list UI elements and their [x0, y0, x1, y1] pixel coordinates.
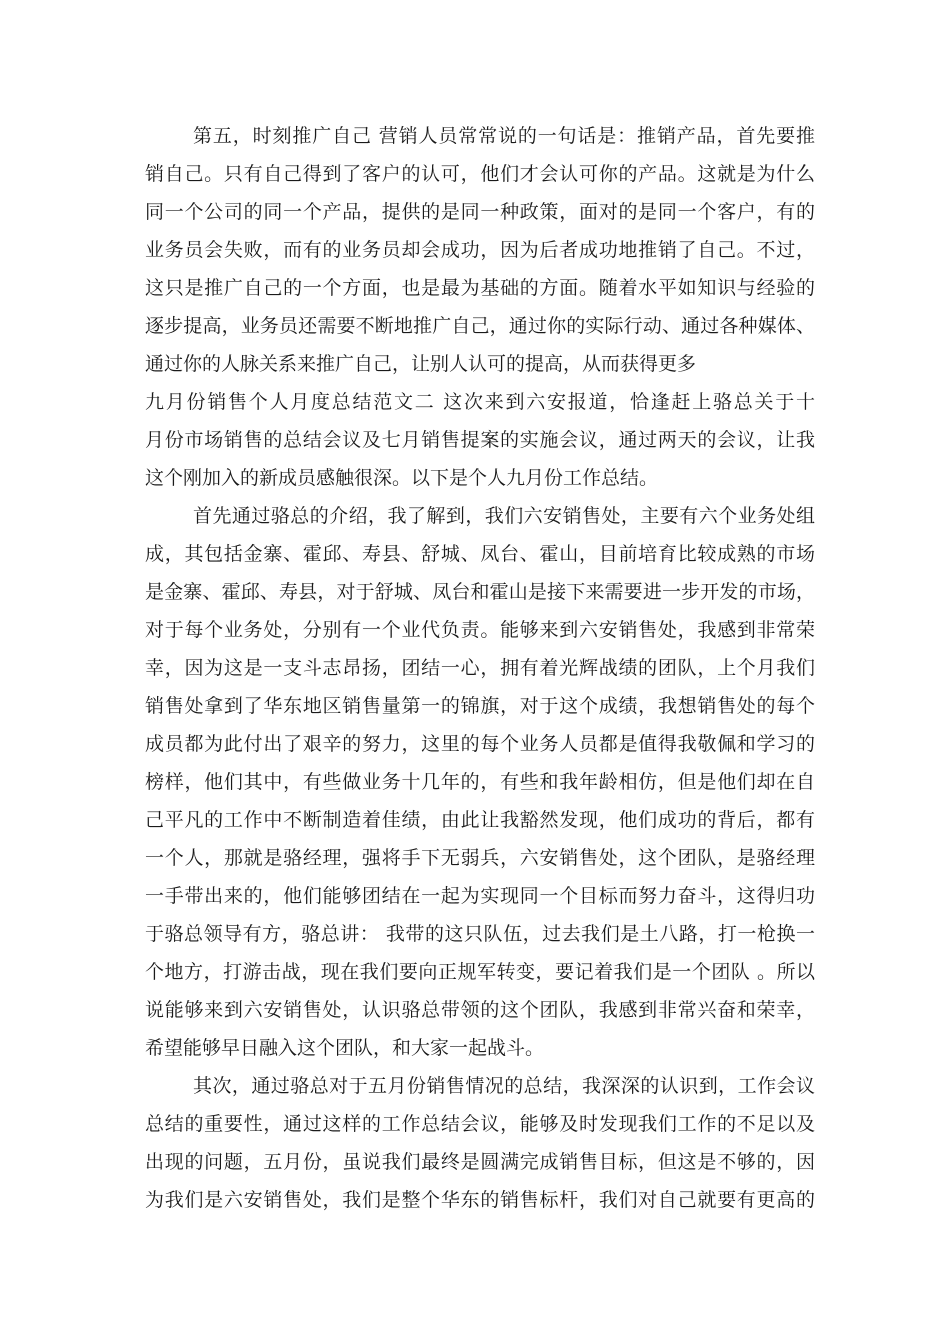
text-line: 个地方，打游击战，现在我们要向正规军转变，要记着我们是一个团队 。所以	[145, 961, 815, 983]
text-line: 一手带出来的，他们能够团结在一起为实现同一个目标而努力奋斗，这得归功	[145, 885, 815, 907]
text-line: 月份市场销售的总结会议及七月销售提案的实施会议，通过两天的会议，让我	[145, 429, 815, 451]
text-line: 榜样，他们其中，有些做业务十几年的，有些和我年龄相仿，但是他们却在自	[145, 771, 815, 793]
text-line: 首先通过骆总的介绍，我了解到，我们六安销售处，主要有六个业务处组	[193, 505, 815, 527]
text-line: 为我们是六安销售处，我们是整个华东的销售标杆，我们对自己就要有更高的	[145, 1189, 815, 1211]
text-line: 说能够来到六安销售处，认识骆总带领的这个团队，我感到非常兴奋和荣幸，	[145, 999, 815, 1021]
text-line: 成员都为此付出了艰辛的努力，这里的每个业务人员都是值得我敬佩和学习的	[145, 733, 815, 755]
text-line: 其次，通过骆总对于五月份销售情况的总结，我深深的认识到，工作会议	[193, 1075, 815, 1097]
text-line: 这个刚加入的新成员感触很深。以下是个人九月份工作总结。	[145, 467, 659, 489]
text-line: 逐步提高，业务员还需要不断地推广自己，通过你的实际行动、通过各种媒体、	[145, 315, 815, 337]
text-line: 出现的问题，五月份，虽说我们最终是圆满完成销售目标，但这是不够的，因	[145, 1151, 815, 1173]
text-line: 幸，因为这是一支斗志昂扬，团结一心，拥有着光辉战绩的团队，上个月我们	[145, 657, 815, 679]
section-heading-line: 九月份销售个人月度总结范文二 这次来到六安报道，恰逢赶上骆总关于十	[145, 391, 815, 413]
text-line: 销自己。只有自己得到了客户的认可，他们才会认可你的产品。这就是为什么	[145, 163, 815, 185]
text-line: 希望能够早日融入这个团队，和大家一起战斗。	[145, 1037, 545, 1059]
text-line: 对于每个业务处，分别有一个业代负责。能够来到六安销售处，我感到非常荣	[145, 619, 815, 641]
text-line: 是金寨、霍邱、寿县，对于舒城、凤台和霍山是接下来需要进一步开发的市场，	[145, 581, 815, 603]
text-line: 业务员会失败，而有的业务员却会成功，因为后者成功地推销了自己。不过，	[145, 239, 815, 261]
text-line: 成，其包括金寨、霍邱、寿县、舒城、凤台、霍山，目前培育比较成熟的市场	[145, 543, 815, 565]
text-line: 销售处拿到了华东地区销售量第一的锦旗，对于这个成绩，我想销售处的每个	[145, 695, 815, 717]
text-line: 同一个公司的同一个产品，提供的是同一种政策，面对的是同一个客户，有的	[145, 201, 815, 223]
text-line: 通过你的人脉关系来推广自己，让别人认可的提高，从而获得更多	[145, 353, 697, 375]
text-line: 一个人，那就是骆经理，强将手下无弱兵，六安销售处，这个团队，是骆经理	[145, 847, 815, 869]
text-line: 总结的重要性，通过这样的工作总结会议，能够及时发现我们工作的不足以及	[145, 1113, 815, 1135]
text-line: 第五，时刻推广自己 营销人员常常说的一句话是：推销产品，首先要推	[193, 125, 815, 147]
text-line: 这只是推广自己的一个方面，也是最为基础的方面。随着水平如知识与经验的	[145, 277, 815, 299]
text-line: 于骆总领导有方，骆总讲： 我带的这只队伍，过去我们是土八路，打一枪换一	[145, 923, 815, 945]
text-line: 己平凡的工作中不断制造着佳绩，由此让我豁然发现，他们成功的背后，都有	[145, 809, 815, 831]
